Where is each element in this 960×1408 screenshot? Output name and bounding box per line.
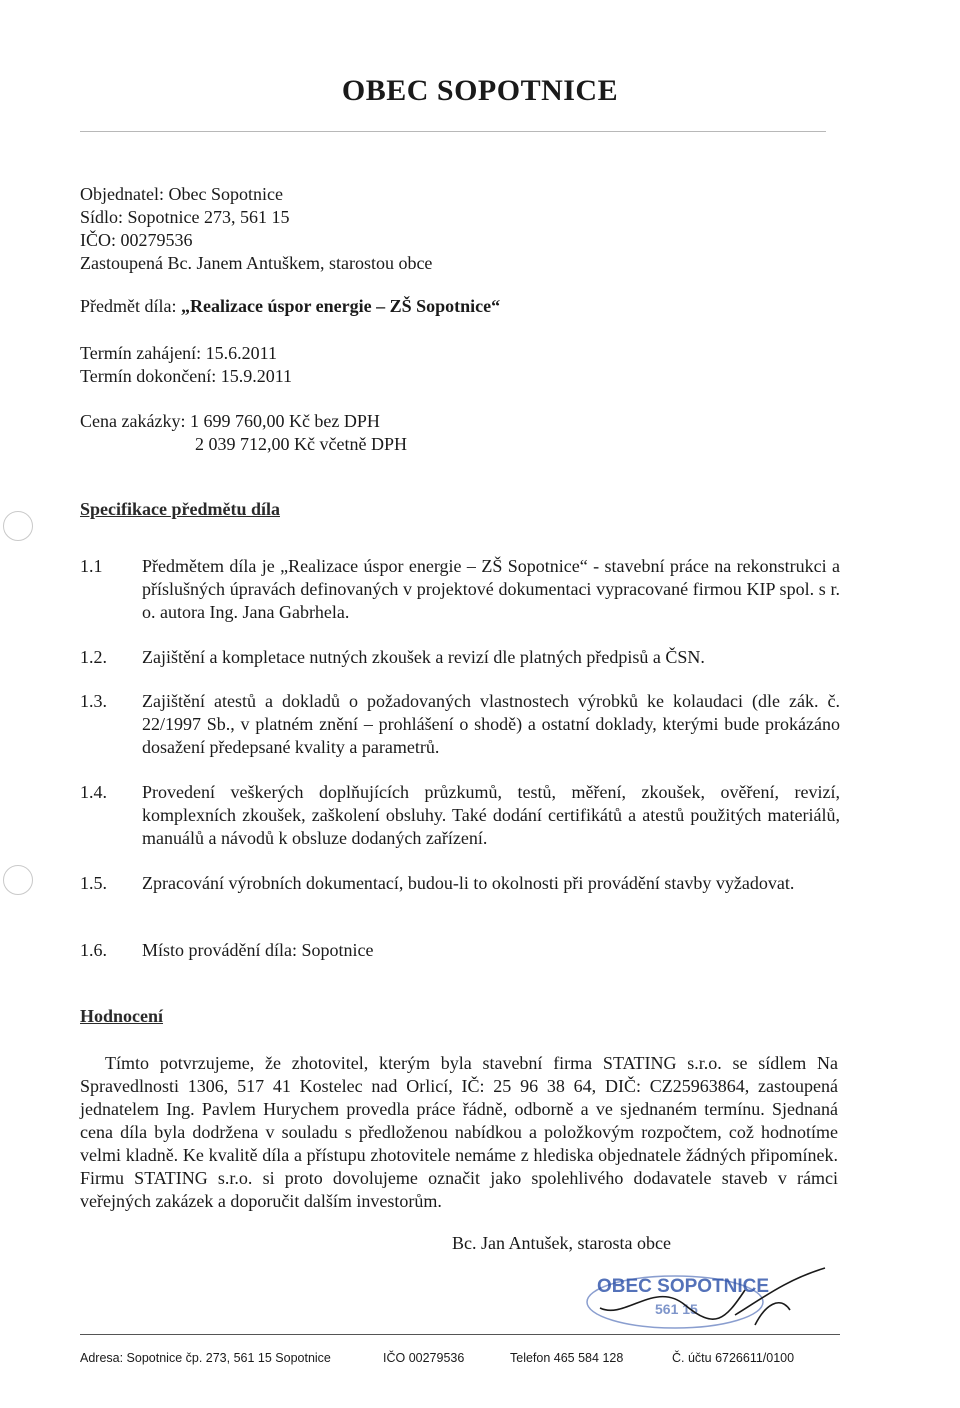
work-terms xyxy=(80,342,292,388)
client-line: Zastoupená Bc. Janem Antuškem, starostou obce xyxy=(80,253,433,273)
client-line: IČO: 00279536 xyxy=(80,230,193,250)
spec-item-number: 1.2. xyxy=(80,647,107,667)
spec-item-text: Provedení veškerých doplňujících průzkumů, testů, měření, zkoušek, ověření, revizí, komplexních zkoušek, zaškolení obsluhy. Také dodání certifikátů a atestů použitých materiálů, manuálů a návodů k obsluze dodaných zařízení. xyxy=(142,782,840,848)
spec-item xyxy=(80,690,840,759)
term-end: Termín dokončení: 15.9.2011 xyxy=(80,366,293,386)
work-subject xyxy=(80,295,500,318)
spec-item-number: 1.1 xyxy=(80,556,103,576)
footer-phone: Telefon 465 584 128 xyxy=(510,1351,624,1365)
spec-heading: Specifikace předmětu díla xyxy=(80,499,280,519)
spec-item xyxy=(80,555,840,624)
evaluation-heading: Hodnocení xyxy=(80,1006,164,1026)
price-line-2: 2 039 712,00 Kč včetně DPH xyxy=(195,434,407,454)
punch-hole xyxy=(3,865,33,895)
spec-item xyxy=(80,872,840,895)
client-line: Sídlo: Sopotnice 273, 561 15 xyxy=(80,207,290,227)
spec-item xyxy=(80,939,840,962)
term-start: Termín zahájení: 15.6.2011 xyxy=(80,343,278,363)
spec-item-text: Předmětem díla je „Realizace úspor energie – ZŠ Sopotnice“ - stavební práce na rekonstrukci a příslušných úpravách definovaných v projektové dokumentaci vypracované firmou KIP spol. s r. o. autora Ing. Jana Gabrhela. xyxy=(142,556,840,622)
spec-item-number: 1.4. xyxy=(80,782,107,802)
contract-price xyxy=(80,410,407,456)
stamp-code: 561 15 xyxy=(655,1301,698,1317)
spec-item-text: Místo provádění díla: Sopotnice xyxy=(142,940,374,960)
client-line: Objednatel: Obec Sopotnice xyxy=(80,184,283,204)
subject-title: „Realizace úspor energie – ZŠ Sopotnice“ xyxy=(180,296,501,316)
spec-item-number: 1.5. xyxy=(80,873,107,893)
spec-item xyxy=(80,646,840,669)
evaluation-text: Tímto potvrzujeme, že zhotovitel, kterým byla stavební firma STATING s.r.o. se sídlem Na Spravedlnosti 1306, 517 41 Kostelec nad Orlicí, IČ: 25 96 38 64, DIČ: CZ25963864, zastoupená jednatelem Ing. Pavlem Hurychem provedla práce řádně, odborně a ve sjednaném termínu. Sjednaná cena díla byla dodržena v souladu s předloženou nabídkou a položkovým rozpočtem, což hodnotíme velmi kladně. Ke kvalitě díla a přístupu zhotovitele nemáme z hlediska objednatele žádných připomínek. Firmu STATING s.r.o. si proto dovolujeme označit jako spolehlivého dodavatele staveb v rámci veřejných zakázek a doporučit dalším investorům. xyxy=(80,1053,838,1211)
spec-item-text: Zpracování výrobních dokumentací, budou-li to okolnosti při provádění stavby vyžadovat. xyxy=(142,873,795,893)
official-stamp-and-signature xyxy=(585,1260,835,1340)
spec-item-text: Zajištění atestů a dokladů o požadovaných vlastnostech výrobků ke kolaudaci (dle zák. č. 22/1997 Sb., v platném znění – prohlášení o shodě) a ostatní doklady, kterými bude prokázáno dosažení předepsané kvality a parametrů. xyxy=(142,691,840,757)
footer-divider xyxy=(80,1334,840,1335)
page-title: OBEC SOPOTNICE xyxy=(341,74,619,107)
footer xyxy=(80,1351,840,1371)
punch-hole xyxy=(3,511,33,541)
spec-item-number: 1.3. xyxy=(80,691,107,711)
price-line-1: Cena zakázky: 1 699 760,00 Kč bez DPH xyxy=(80,411,380,431)
spec-item-text: Zajištění a kompletace nutných zkoušek a revizí dle platných předpisů a ČSN. xyxy=(142,647,705,667)
signatory-name: Bc. Jan Antušek, starosta obce xyxy=(452,1233,671,1253)
client-info xyxy=(80,183,432,275)
spec-item xyxy=(80,781,840,850)
footer-account: Č. účtu 6726611/0100 xyxy=(672,1351,795,1365)
subject-prefix: Předmět díla: xyxy=(80,296,181,316)
footer-address: Adresa: Sopotnice čp. 273, 561 15 Sopotnice xyxy=(80,1351,331,1365)
spec-item-number: 1.6. xyxy=(80,940,107,960)
header-divider xyxy=(80,131,826,132)
stamp-text: OBEC SOPOTNICE xyxy=(597,1276,770,1297)
footer-ico: IČO 00279536 xyxy=(383,1351,465,1365)
